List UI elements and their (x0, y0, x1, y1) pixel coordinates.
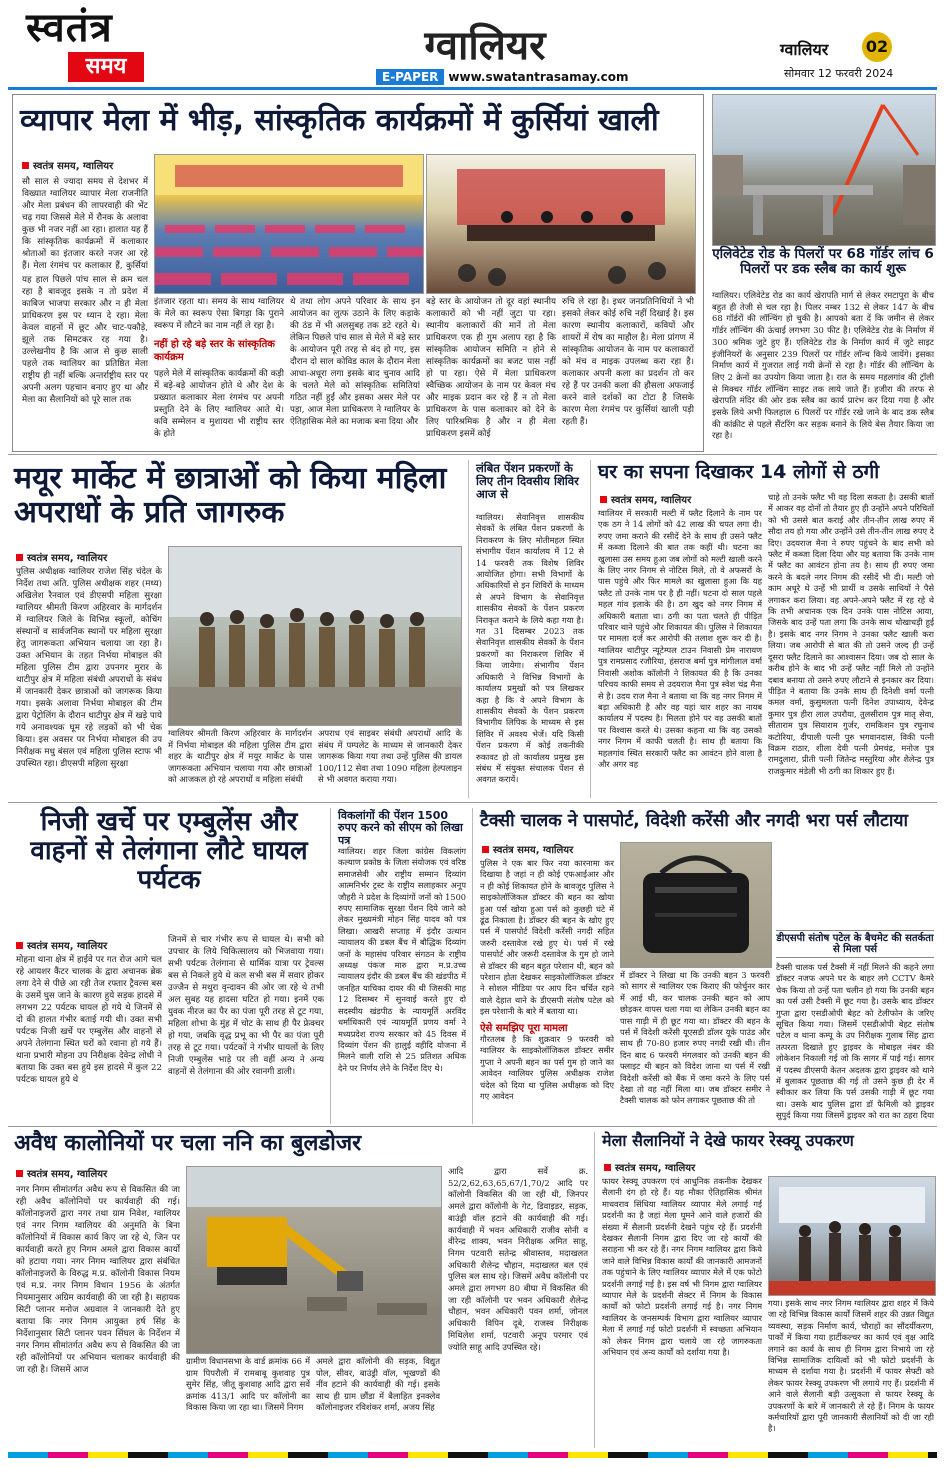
column-divider-disabled (330, 808, 331, 1124)
pension-body: ग्वालियर। सेवानिवृत्त शासकीय सेवकों के लंबित पेंशन प्रकरणों के निराकरण के लिए मोतीमहल स्थित संभागीय पेंशन कार्यालय में 12 से 14 फरवरी तक विशेष शिविर आयोजित होगा। सभी विभागों के अधिकारियों से इन शिविरों के माध्यम से अपने विभाग के सेवानिवृत्त शासकीय सेवकों के पेंशन प्रकरण निराकृत कराने के लिये कहा गया है। गत 31 दिसम्बर 2023 तक सेवानिवृत्त शासकीय सेवकों के पेंशन प्रकरणों का निराकरण शिविर में किया जायेगा। संभागीय पेंशन अधिकारी ने विभिन्न विभागों के कार्यालय प्रमुखों को पत्र लिखकर कहा है कि वे अपने विभाग के शासकीय सेवकों के पेंशन प्रकरण विभागीय लिपिक के माध्यम से इस शिविर में अवश्य भेजें। यदि किसी पेंशन प्रकरण में कोई तकनीकी रुकावट हो तो कार्यालय प्रमुख इस संबंध में संयुक्त संचालक पेंशन से अवगत करायें। (476, 512, 584, 785)
fair-col1b: यह हाल पिछले पांच साल से क्रम चल रहा है बावजूद इसके न तो प्रदेश में काबिज भाजपा सरकार और न ही मेला प्राधिकरण इस पर ध्यान दे रहा। मेला केवल वाहनों में छूट और चाट-पकौड़े, झूले तक सिमटकर रह गया है। उल्लेखनीय है कि आज से कुछ साली पहले तक ग्वालियर का प्रतिष्ठित मेला राष्ट्रीय ही नहीं बल्कि अन्तर्राष्ट्रीय स्तर पर अपनी अलग पहचान बनाए हुए था और मेला का सैलानियों को पूरे साल तक (22, 275, 148, 405)
bulldozer-headline: अवैध कालोनियों पर चला ननि का बुलडोजर (14, 1131, 362, 1156)
firerescue-headline: मेला सैलानियों ने देखे फायर रेस्क्यू उपकरण (602, 1131, 854, 1150)
taxi-col1b: गौरतलब है कि शुक्रवार 9 फरवरी को ग्वालियर के साइकोलॉजिकल डॉक्टर समीर गुप्ता ने अपनी बहन का पर्स गुम हो जाने का आवेदन ग्वालियर पुलिस अधीक्षक राजेश चंदेल को दिया था पुलिस अधीक्षक को दिए गए आवेदन (480, 1034, 614, 1102)
disabled-body: ग्वालियर। शहर जिला कांग्रेस विकलांग कल्याण प्रकोष्ठ के जिला संयोजक एवं वरिष्ठ समाजसेवी और राष्ट्रीय सम्मान दिव्यांग आत्मनिर्भर ट्रस्ट के राष्ट्रीय सलाहकार अनूप जौहरी ने प्रदेश के दिव्यांगों जनों को 1500 रुपए सामाजिक सुरक्षा पेंशन दिये जाने को लेकर मुख्यमंत्री मोहन सिंह यादव को पत्र लिखा। आखरी सप्ताह में इंदौर उत्थान न्यायालय की डबल बैंच में बौद्धिक दिव्यांग जनों के महासंघ परिवार संगठन के राष्ट्रीय अध्यक्ष पंकज मारु द्वारा म.प्र.उच्च न्यायालय इंदौर की डबल बैंच की खंडपीठ में जनहित याचिका दायर की थी जिसकी माह 12 दिसम्बर में सुनवाई करते हुए दो सदस्यीय खंडपीठ के न्यायमूर्ति अरविंद धर्माधिकारी एवं न्यायमूर्ति प्रणय वर्मा ने मध्यप्रदेश राज्य सरकार को 45 दिवस में दिव्यांग पेंशन की हालुई वहीदि योजना में मिलने वाली राशि से 25 प्रतिशत अधिक देने पर निर्णय लेने के निर्देश दिए थे। (338, 846, 466, 1073)
newspaper-logo-bottom: समय (68, 52, 144, 82)
taxi-headline: टैक्सी चालक ने पासपोर्ट, विदेशी करेंसी और नगदी भरा पर्स लौटाया (480, 811, 909, 831)
elevated-headline: एलिवेटेड रोड के पिलरों पर 68 गॉर्डर लांच 6 पिलरों पर डक स्लैब का कार्य शुरू (712, 246, 934, 278)
excavator-illustration (187, 1167, 441, 1353)
mayur-caption: ग्वालियर श्रीमती किरण अहिरवार के मार्गदर्शन में निर्भया मोबाइल की महिला पुलिस टीम द्वारा शहर के थाटीपुर क्षेत्र में मयूर मार्केट के पास जागरूकता अभियान चलाया गया और छात्राओं को आजकल हो रहे अपराधों व महिला संबंधी (168, 728, 312, 784)
fraud-byline: स्वतंत्र समय, ग्वालियर (600, 492, 691, 506)
firerescue-photo (768, 1176, 936, 1296)
mayur-byline: स्वतंत्र समय, ग्वालियर (16, 550, 107, 564)
taxi-photo-bag (620, 842, 772, 968)
newspaper-logo-top: स्वतंत्र (26, 5, 113, 51)
taxi-byline: स्वतंत्र समय, ग्वालियर (482, 842, 573, 856)
bulldozer-col1: नगर निगम सीमांतर्गत अवैध रूप से विकसित की जा रही अवैध कॉलोनियों पर कार्यवाही की गई। कॉलोनाइजरों द्वारा नगर तथा ग्राम निवेश, ग्वालियर एवं नगर निगम ग्वालियर की अनुमति के बिना कॉलोनियों में विकास कार्य किए जा रहे थे, जिन पर कार्यवाही करते हुए निगम अमले द्वारा विकास कार्यों को हटाया गया। नगर निगम ग्वालियर द्वारा संबंधित कॉलोनाइजरों के विरुद्ध म.प्र. कॉलोनी विकास नियम एवं म.प्र. नगर निगम विधान 1956 के अंतर्गत नियमानुसार अग्रिम कार्यवाही की जा रही है। सहायक सिटी प्लानर मनोज अग्रवाल ने जानकारी देते हुए बताया कि नगर निगम आयुक्त हर्ष सिंह के निर्देशानुसार सिटी प्लानर पवन सिंघल के निर्देशन में नगर निगम सीमांतर्गत अवैध रूप से विकसित की जा रही कॉलोनियों पर अभियान चलाकर कार्यवाही की जा रही है। जिसमें आज (16, 1185, 180, 1375)
taxi-col2: में डॉक्टर ने लिखा था कि उनकी बहन 3 फरवरी को सागर से ग्वालियर एक किराए की फोर्चुनर कार में आई थी, कर चालक उनकी बहन को आप छोड़कर वापस चला गया था लेकिन उनकी बहन का पास गाड़ी में ही छूट गया था। डॉक्टर की बहन के पर्स में विदेशी करेंसी यूएसडी डॉलर यूके पाउंड और साथ ही 70-80 हजार रुपए नगदी रखी थी। तीन दिन बाद 6 फरवरी मंगलवार को उनकी बहन की फ्लाइट थी बहन को विदेश जाना था पर्स में रखी विदेशी करेंसी को बैंक में जमा करने के लिए पर्स देखा तो वह नहीं मिला था। जब डॉक्टर समीर ने टैक्सी चालक को फोन लगाकर पूछताछ की तो (620, 970, 770, 1106)
firerescue-byline: स्वतंत्र समय, ग्वालियर (604, 1160, 695, 1174)
section-divider-3 (8, 1126, 937, 1127)
ambulance-col2: जिनमें से चार गंभीर रूप से घायल थे। सभी को उपचार के लिये चिकित्सालय को भिजवाया गया। सभी पर्यटक तेलंगाना से धार्मिक यात्रा पर ट्रेवल्स बस से निकले हुये थे कल सभी बस में सवार होकर उज्जैन से मथुरा वृन्दावन की ओर जा रहे थे तभी अल सुबह यह हादसा घटित हो गया। इनमें एक युवक नीरज का पैर का पंजा पूरी तरह से टूट गया, महिला शोभा के मुंह में चोट के साथ ही पैर फ्रेक्चर हो गया, जबकि वृद्ध प्रभू का भी पैर का पंजा पूरी तरह से टूट गया। पर्यटकों ने गंभीर घायलों के लिए निजी एम्बुलेंस भाड़े पर ली वहीं अन्य ने अन्य वाहनों से तेलंगाना की ओर रवानगी डाली। (168, 935, 324, 1077)
fair-col5: रुचि ले रहा है। इधर जनप्रतिनिधियों ने भी इसको लेकर कोई रुचि नहीं दिखाई है। इस कारण स्थानीय कलाकारों, कवियों और शायरों में रोष का माहौल है। मेला प्रांगण में सांस्कृतिक आयोजन के नाम पर कलाकारों को मंच व माइक उपलब्ध करा रहा है। कलाकार अपनी कला का प्रदर्शन तो कर रहे हैं पर उनकी कला की हौसला अफजाई करने वाले दर्शकों का टोटा है जिसके कारण मेला रंगमंच पर कुर्सियां खाली पड़ी रहती हैं। (562, 297, 694, 427)
elevated-road-photo (712, 94, 936, 246)
taxi-subhead: ऐसे समझिए पूरा मामला (480, 1023, 568, 1034)
bulldozer-photo (186, 1166, 442, 1354)
website-url[interactable]: www.swatantrasamay.com (448, 70, 629, 84)
fraud-col1: ग्वालियर में सरकारी मल्टी में फ्लैट दिलाने के नाम पर एक ठग ने 14 लोगों को 42 लाख की चपत लगा दी। रुपए जमा कराने की रसीदें देने के साथ ही उसने फ्लैट में कब्जा दिलाने की बात तक कहीं थी। घटना का खुलासा उस समय हुआ जब लोगों को मल्टी खाली करने के लिए नगर निगम से नोटिस मिले, तो वे अफसरों के पास पहुंचे और फिर मामले का खुलासा हुआ कि यह फ्लैट तो उनके नाम पर है ही नहीं। घटना दो साल पहले महल गांव इलाके की है। ठग खुद को नगर निगम में अधिकारी बताता था। ठगी का पता चलते ही पीड़ित परिवार थाने पहुंचे और शिकायत की। पुलिस ने शिकायत पर मामला दर्ज कर आरोपी की तलाश शुरू कर दी है। ग्वालियर थाटीपुर न्यूटेम्पल टाउन निवासी प्रेम नारायण पुत्र रामप्रसाद रजौरिया, हंसराज बर्मा पुत्र मांगीलाल वर्मा निवासी अशोक कॉलोनी ने शिकायत की है कि उनका परिचय काफी समय से उदयराज मैना पुत्र स्वेश चंद्र मैना से है। उदय राज मैना ने बताया था कि वह नगर निगम में बड़ा अधिकारी है और वह यहां चार शहर का नायब कार्यालय में पदस्थ है। मिलता होने पर वह उसकी बातों पर विश्वास करते थे। उसका कहना था कि वह उसको नगर निगम में काफी चलती है। साथ ही बताया कि महलगांव स्थित सरकारी फ्लैट का आवंटन होने वाला है और अगर वह (598, 508, 762, 769)
print-color-bar (8, 1452, 937, 1458)
black-bag-illustration (621, 843, 771, 967)
fair-col4: बड़े स्तर के आयोजन तो दूर वहां स्थानीय कलाकारों को भी नहीं जुटा पा रहा। स्थानीय कलाकारों की मानें तो मेला प्राधिकरण एक ही गुम अलाप रहा है कि सांस्कृतिक आयोजन समिति न होने से सांस्कृतिक कार्यक्रमों का बजट पास नहीं हो पा रहा। ऐसे में मेला प्राधिकरण स्वैच्छिक आयोजन के नाम पर केवल मंच और माइक प्रदान कर रहे हैं न तो मेला प्राधिकरण के पास कलाकार को देने के लिए पारिश्रमिक है और न ही मेला प्राधिकरण इसमें कोई (426, 297, 556, 439)
taxi-col3: टैक्सी चालक पर्स टैक्सी में नहीं मिलने की कहने लगा डॉक्टर नजफ अपने घर के बाहर लगे CCTV कैमरे चेक किया तो उन्हें पता चलीन हो गया कि उनकी बहन का पर्स उसी टैक्सी में छूट गया है। उसके बाद डॉक्टर गुप्ता द्वारा एसडीओपी बेहट को टेलीफोन के जरिए सूचित किया गया। जिसमें एसडीओपी बेहट संतोष पटेल व थाना कम्पू के उप निरीक्षक गुलाब सिंह द्वारा तत्परता दिखाते हुए ड्राइवर के मोबाइल नंबर की लोकेशन निकाली गई जो कि सागर में पाई गई। सागर में पदस्थ डीएसपी केतन अदलक द्वारा ड्राइवर को थाने में बुलाकर पूछताछ की गई तो उसने कुछ ही देर में स्वीकार कर लिया कि पर्स उसकी गाड़ी में छूट गया था। उसके बाद पुलिस द्वारा डॉ फैमिली को ड्राइवर सुपुर्द किया गया जिसमें ड्राइवर को रात का ठहरा दिया (776, 962, 934, 1121)
police-team-illustration (169, 547, 461, 725)
mayur-body: पुलिस अधीक्षक ग्वालियर राजेश सिंह चंदेल के निर्देश तथा अति. पुलिस अधीक्षक शहर (मध्य) अखिलेश रैनवाल एवं डीएसपी महिला सुरक्षा ग्वालियर श्रीमती किरण अहिरवार के मार्गदर्शन में ग्वालियर जिले के विभिन्न स्कूलों, कोचिंग संस्थानों व सार्वजनिक स्थानों पर महिला सुरक्षा हेतु जागरूकता अभियान चलाया जा रहा है। उक्त अभियान के तहत निर्भया मोबाइल की महिला पुलिस टीम द्वारा उपनगर मुरार के थाटीपुर क्षेत्र में महिला संबंधी अपराधों के संबंध में जानकारी देकर छात्राओं को जागरूक किया गया। इसके अलावा निर्भया मोबाइल की टीम द्वारा पेट्रोलिंग के दौरान थाटीपुर क्षेत्र में खड़े पाये गये अनावश्यक घूम रहे लड़कों को भी चेक किया। इस अवसर पर निर्भया मोबाइल की उप निरीक्षक मधु बंसल एवं महिला पुलिस स्टाफ भी उपस्थित रहा। डीएसपी महिला सुरक्षा (16, 567, 162, 769)
bulldozer-caption2: अमले द्वारा कॉलोनी की सड़क, विद्युत पोल, सीवर, बाउंड्री वॉल, भूखण्डों की नींव हटाने की कार्यवाही की गई। इसके साथ ही ग्राम छौंडा में बैलाहित इनक्लेव कॉलोनाइजर रविशंकर शर्मा, अजय सिंह (316, 1356, 440, 1412)
column-divider-fraud (590, 460, 591, 798)
bulldozer-caption: ग्रामीण विधानसभा के वार्ड क्रमांक 66 में ग्राम पिपरौली में रामबाबू कुशवाह पुत्र सुमेर सिंह, जीतू कुशवाह आदि द्वारा सर्वे क्रमांक 413/1 आदि पर कॉलोनी का विकास किया जा रहा था। जिसमें निगम (186, 1356, 310, 1412)
mayur-headline: मयूर मार्केट में छात्राओं को किया महिला अपराधों के प्रति जागरुक (14, 461, 447, 530)
page-city: ग्वालियर (780, 40, 829, 59)
fair-headline: व्यापार मेला में भीड़, सांस्कृतिक कार्यक्रमों में कुर्सियां खाली (20, 103, 659, 138)
ambulance-byline: स्वतंत्र समय, ग्वालियर (16, 938, 107, 952)
mayur-caption2: अपराध एवं साइबर संबंधी अपराधों आदि के संबंध में पम्पलेट के माध्यम से जानकारी देकर जागरूक किया गया तथा उन्हें पुलिस की डायल 100/112 सेवा तथा 1090 महिला हेल्पलाइन से भी अवगत कराया गया। (318, 728, 462, 784)
epaper-bar (376, 69, 629, 85)
fair-col3: थे तथा लोग अपने परिवार के साथ इन आयोजन का लुत्फ उठाने के लिए कड़ाके की ठंड में भी अलसुबह तक डटे रहते थे। लेकिन पिछले पांच साल से मेले में बड़े स्तर के आयोजन पूरी तरह से बंद हो गए, इस दौरान दो साल कोविड काल के दौरान मेला आधा-अधूरा लगा इसके बाद चुनाव आदि के चलते मेले को सांस्कृतिक समितियां गठित नहीं हुईं और इसका असर मेले पर पड़ा, आज मेला प्राधिकरण ने ग्वालियर के ऐतिहासिक मेले का मजाक बना दिया और (290, 297, 420, 427)
firerescue-col2: गया। इसके साथ नगर निगम ग्वालियर द्वारा शहर में किये जा रहे विभिन्न विकास कार्यों जिसमें शहर की उन्नत विद्युत व्यवस्था, सड़क निर्माण कार्य, चौराहों का सौंदर्यीकरण, पार्कों में किया गया हार्टीकल्चर का कार्य एवं वृक्ष आदि लगाने का कार्य के साथ ही निगम द्वारा निभाये जा रहे विभिन्न सामाजिक दायित्वों को भी फोटो प्रदर्शनी के माध्यम से दर्शाया गया है। प्रदर्शनी में फायर सेफ्टी को लेकर फायर रेस्क्यू उपकरण भी लगाये गए हैं। प्रदर्शनी में आने वाले सैलानी बड़ी उत्सुकता से फायर रेस्क्यू के उपकरणों के बारे में जानकारी ले रहे हैं। निगम के फायर कर्मचारियों द्वारा पूरी जानकारी सैलानियों को दी जा रही है। (768, 1298, 934, 1434)
fire-rescue-exhibit-illustration (769, 1177, 935, 1295)
fair-subhead: नहीं हो रहे बड़े स्तर के सांस्कृतिक कार्यक्रम (154, 339, 275, 363)
pension-headline: लंबित पेंशन प्रकरणों के लिए तीन दिवसीय शिविर आज से (476, 461, 579, 501)
masthead-rule (8, 87, 937, 90)
epaper-label: E-PAPER (376, 69, 444, 85)
section-divider-1 (8, 454, 937, 455)
taxi-photo-caption-headline: डीएसपी संतोष पटेल के बैचमेट की सतर्कता से मिला पर्स (776, 930, 934, 958)
fair-byline: स्वतंत्र समय, ग्वालियर (22, 158, 113, 172)
issue-date: सोमवार 12 फरवरी 2024 (784, 67, 894, 80)
column-divider-fire (594, 1132, 595, 1448)
fair-col1: सौ साल से ज्यादा समय से देशभर में विख्यात ग्वालियर व्यापार मेला राजनीति और मेला प्रबंधन की लापरवाही की भेंट चढ़ गया जिससे मेले में रौनक के अलावा कुछ भी नजर नहीं आ रहा। हालात यह हैं कि सांस्कृतिक कार्यक्रमों में कलाकार श्रोताओं का इंतजार करते नजर आ रहे हैं। मेला रंगमंच पर कलाकार हैं, कुर्सियां (22, 177, 148, 271)
column-divider-pension (468, 460, 469, 798)
stage-illustration (427, 155, 695, 293)
ambulance-headline: निजी खर्चे पर एम्बुलेंस और वाहनों से तेलंगाना लौटे घायल पर्यटक (30, 807, 308, 896)
firerescue-col1: फायर रेस्क्यू उपकरण एवं आधुनिक तकनीक देखकर सैलानी दंग हो रहे हैं। यह मौका ऐतिहासिक श्रीमंत माधवराव सिंधिया ग्वालियर व्यापार मेले लगाई गई प्रदर्शनी का है जहां मेला घूमने आने वाले हजारों की संख्या में सैलानी प्रदर्शनी देखने पहुंच रहे हैं। प्रदर्शनी देखकर सैलानी निगम द्वारा दिए जा रहे कार्यों की सराहना भी कर रहे हैं। नगर निगम ग्वालियर द्वारा किये जाने वाले विभिन्न विकास कार्यों की जानकारी आमजनों तक पहुंचाने के लिए ग्वालियर व्यापार मेले में एक फोटो प्रदर्शनी लगाई गई है। इस वर्ष भी निगम द्वारा ग्वालियर व्यापार मेले के प्रदर्शनी सेक्टर में निगम के विकास कार्यों को फोटो प्रदर्शनी लगाई गई है। नगर निगम ग्वालियर के जनसम्पर्क विभाग द्वारा ग्वालियर व्यापार मेला में लगाई गई फोटो प्रदर्शनी में स्वच्छता अभियान को लेकर निगम द्वारा चलाये जा रहे जागरुकता अभियान एवं अन्य कार्यों को दर्शाया गया है। (602, 1176, 762, 1358)
taxi-col3-top (776, 842, 934, 926)
fraud-headline: घर का सपना दिखाकर 14 लोगों से ठगी (598, 461, 880, 483)
bulldozer-byline: स्वतंत्र समय, ग्वालियर (16, 1166, 107, 1180)
column-divider-taxi (472, 808, 473, 1124)
taxi-col1: पुलिस ने एक बार फिर नया कारनामा कर दिखाया है जहां न ही कोई एफआईआर और न ही कोई शिकायत होने के बावजूद पुलिस ने साइकोलॉजिकल डॉक्टर की बहन का खोया हुआ पर्स खोया हुआ पर्स को कुछही घंटे में ढूंढ निकाला है। डॉक्टर की बहन के खोए हुए पर्स में पासपोर्ट विदेशी करेंसी नगदी सहित जरुरी दस्तावेज रखे हुए थे। पर्स में रखे पासपोर्ट और जरूरी दस्तावेज के गुम हो जाने से डॉक्टर की बहन बहुत परेशान थी, बहन को परेशान होता देखकर साइकोलॉजिकल डॉक्टर ने सोशल मीडिया पर आप दिन चर्चित रहने वाले देहात थाने के डीएसपी संतोष पटेल को इस परेशानी के बारे में बताया था। (480, 858, 614, 1017)
ambulance-col1: मोहना थाना क्षेत्र में हाईवे पर गत रोज आगे चल रहे आयशर कैंटर चालक के द्वारा अचानक ब्रेक लगा देने से पीछे आ रही तेज रफ्तार ट्रैवल्स बस के उसमें घुस जाने के कारण हुये सड़क हादसे में लगभग 22 पर्यटक घायल हो गये थे जिनमें से दो की हालत गंभीर बताई गयी थी। उक्त सभी पर्यटक निजी खर्चे पर एम्बुलेंस और वाहनों से अपने तेलंगाना स्थित घरों को रवाना हो गये हैं। थाना प्रभारी मोहना उप निरीक्षक देवेन्द्र लोधी ने बताया कि उक्त बस हुये इस हादसे में कुल 22 पर्यटक घायल हुये थे (16, 955, 162, 1085)
page-number-badge: 02 (862, 32, 892, 62)
bulldozer-col3: आदि द्वारा सर्वे क्र. 52/2,62,63,65,67/1,70/2 आदि पर कॉलोनी विकसित की जा रही थी, जिनपर अमले द्वारा कॉलोनी के गेट, डिवाइडर, सड़क, बाउंड्री वॉल हटाने की कार्यवाही की गई। कार्यवाही में भवन अधिकारी राजीव सोनी व वीरेन्द्र शाक्य, भवन निरीक्षक अमित साहू, निगम पटवारी सतेन्द्र श्रीवास्तव, मदाखलत अधिकारी शैलेन्द्र चौहान, मदाखलत बल एवं पुलिस बल साथ रहे। जिसमें अवैध कॉलोनी पर अमले द्वारा लगभग 80 बीघा में विकसित की जा रही कॉलोनी पर भवन अधिकारी शैलेन्द्र चौहान, भवन अधिकारी पवन शर्मा, जोनल अधिकारी विपिन दूबे, राजस्व निरीक्षक मिथिलेश शर्मा, पटवारी अनूप परमार एवं ज्योति साहू आदि उपस्थित रहे। (448, 1166, 588, 1352)
fair-photo-empty-chairs (154, 154, 424, 294)
fair-col2b: पहले मेले में सांस्कृतिक कार्यक्रमों की कड़ी में बड़े-बड़े आयोजन होते थे और देश के प्रख्यात कलाकार मेला रंगमंच पर अपनी प्रस्तुति देने के लिए ग्वालियर आते थे। कवि सम्मेलन व मुशायरा भी राष्ट्रीय स्तर के होते (154, 369, 284, 439)
section-divider-2 (8, 802, 937, 803)
crane-construction-illustration (713, 95, 935, 245)
mayur-photo-police-students (168, 546, 462, 726)
fair-col2: इंतजार रहता था। समय के साथ ग्वालियर के मेले का स्वरूप ऐसा बिगड़ा कि पुराने स्वरूप में लौटने का नाम नहीं ले रहा है। (154, 297, 284, 331)
disabled-headline: विकलांगों की पेंशन 1500 रुपए करने को सीएम को लिखा पत्र (338, 809, 463, 847)
fraud-col2: चाहे तो उनके फ्लैट भी वह दिला सकता है। उसकी बातों में आकर वह दोनों तो तैयार हुए ही उन्होंने अपने परिचितों को भी उससे बात कराई और तीन-तीन लाख रुपए में सौदा तय हो गया और उन्होंने उसे तीन-तीन लाख रुपए दे दिए। उदयराज मैना ने रुपए पहुंचने के बाद सभी को फ्लैट में कब्जा दिला दिया और यह बताया कि उनके नाम में फ्लैट का आवंटन होना तय है। साथ ही रुपए जमा करने के बदले नगर निगम की रसीदें भी दी। मल्टी जो काम अधूरे थे उन्हें भी प्रार्थी व उसके साथियों ने पैसे लगाकर करा लिया। वह अपने-अपने फ्लैट में रह रहे थे कि तभी अचानक एक दिन उनके पास नोटिस आया, जिसके बाद उन्हें पता लगा कि उनके साथ धोखाधड़ी हुई है। इसके बाद नगर निगम ने उनका फ्लैट खाली करा लिया। जब आरोपी से बात की तो उसने जल्द ही उन्हें दूसरा फ्लैट दिलाने का आश्वासन दिया। जब दो साल के करीब होने के बाद भी उन्हें फ्लैट नहीं मिले तो उन्होंने दबाव बनाया तो उसने रुपए लौटाने से इनकार कर दिया। पीड़ित ने बताया कि उनके साथ ही दिनेशी वर्मा पत्नी कमल वर्मा, कुसुमलता पत्नी दिनेश उपाध्याय, देवेन्द्र कुमार पुत्र हीरा लाल उपरौया, तुलसीराम पुत्र मातृ सेवा, सीताराम पुत्र सियाराम गुर्जर, रामकिशन पुत्र रघुनाथ कटोरिया, दीपाली पत्नी पुरु भगवानदास, विकी पत्नी विक्रम राठार, शीला देवी पत्नी प्रेमचंद्र, मनोज पुत्र रामदुलारा, प्रीती पत्नी जितेन्द्र मस्तुरिया और शैलेन्द्र पुत्र राजकुमार मंडेली भी ठगी का शिकार हुए हैं। (768, 492, 934, 776)
empty-chairs-illustration (155, 155, 423, 293)
fair-photo-stage (426, 154, 696, 294)
elevated-body: ग्वालियर। एलिवेटेड रोड का कार्य खेरापति मार्ग से लेकर रमटापुरा के बीच बहुत ही तेजी से चल रहा है। पिलर नम्बर 132 से लेकर 147 के बीच 68 गॉर्डरों की लॉन्चिंग हो चुकी है। आपको बता दें कि जमीन से लेकर गॉर्डर लॉन्चिंग की ऊंचाई लगभग 30 फीट है। एलिवेटेड रोड के निर्माण में 300 श्रमिक जुटे हुए हैं। एलिवेटेड रोड के निर्माण कार्य में जुटे साइट इंजीनियरों के अनुसार 239 पिलरों पर गॉर्डर लॉन्च किये जायेंगे। इसका निर्माण कार्य में गुजरात लाई गयी क्रेनों से रहा है। गॉर्डर की लॉन्चिंग के लिए 2 क्रेनों का उपयोग किया जाता है। रात के समय महलगांव की ट्रॉली से मिक्चर गॉर्डर लॉन्चिंग साइट तक लाये जाते हैं। हजीरा की तरफ से खेरापति मंदिर की ओर डक स्लैब का कार्य प्रारंभ कर दिया गया है और इसके लिये अभी फिलहाल 6 पिलरों पर गॉर्डर रखे जाने के बाद डक स्लैब की कांक्रीट से पहले सैंटरिंग कर सड़क बनाने के लिये बेस तैयार किया जा रहा है। (712, 290, 934, 441)
edition-city-title: ग्वालियर (424, 23, 546, 69)
